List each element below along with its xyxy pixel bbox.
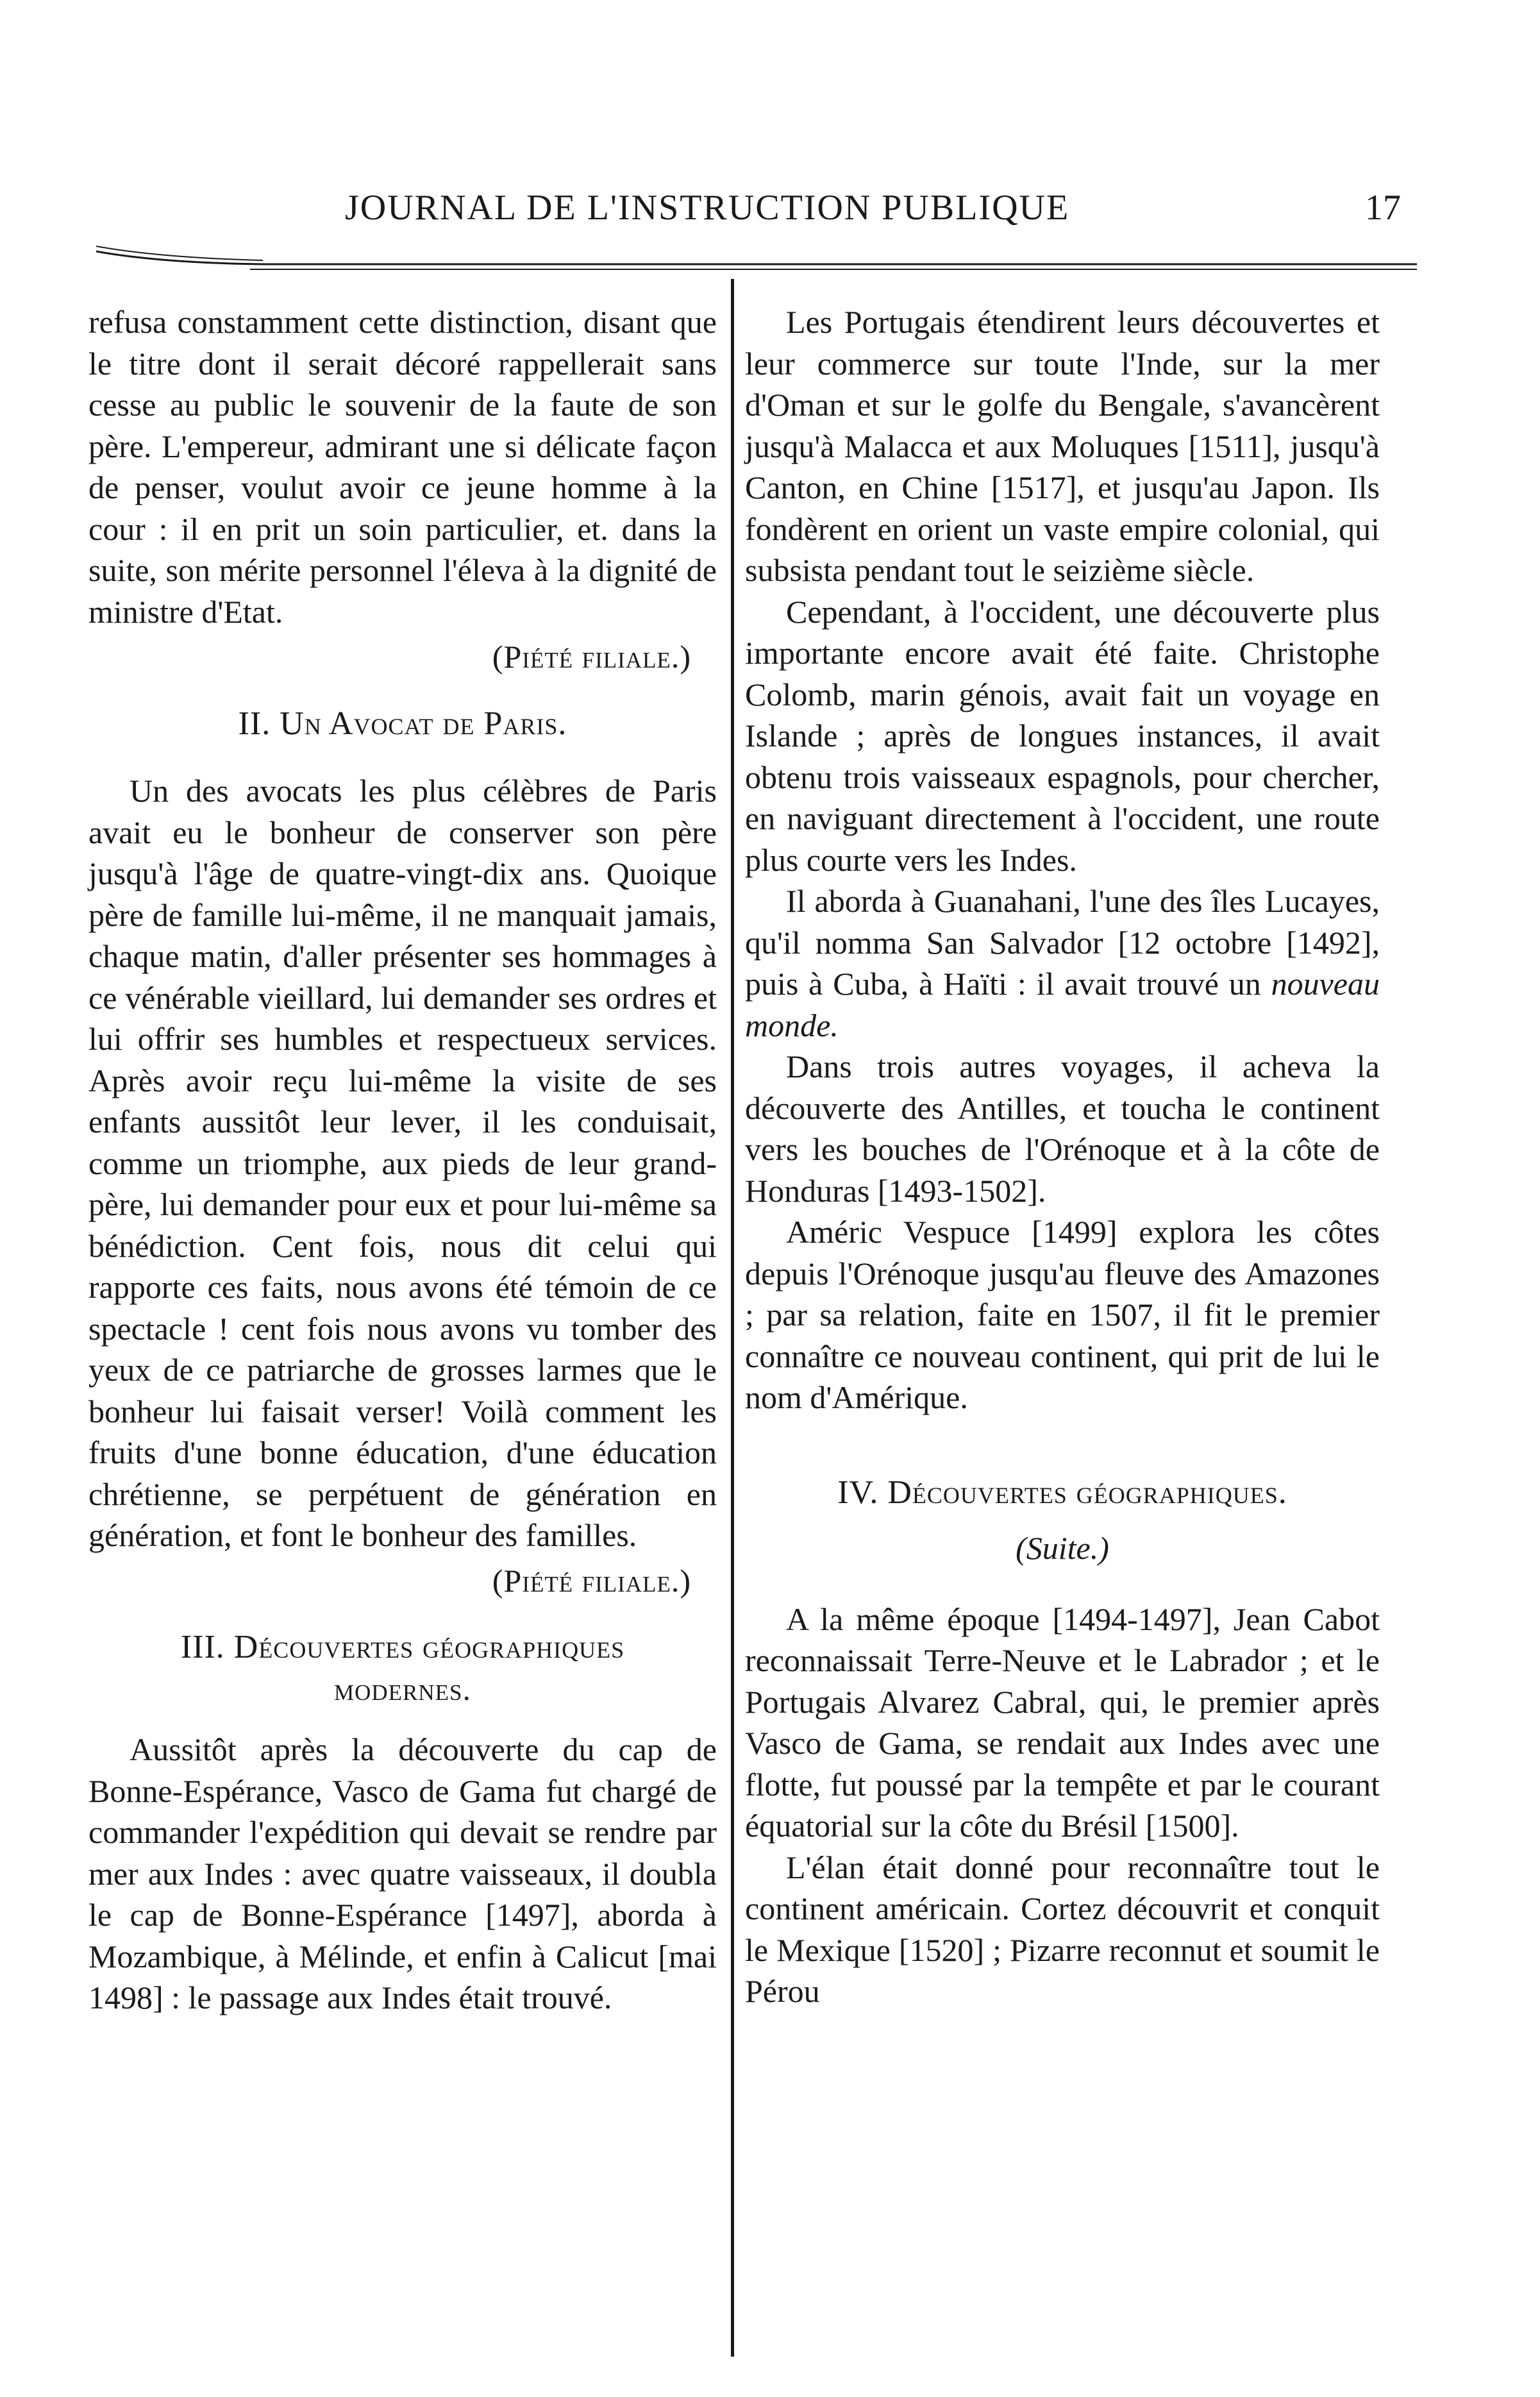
page-header — [96, 187, 1401, 239]
right-column — [745, 301, 1380, 2012]
journal-title: JOURNAL DE L'INSTRUCTION PUBLIQUE — [345, 188, 1070, 228]
header-rule-ornament — [96, 237, 1417, 276]
source-citation: (Piété filiale.) — [492, 1562, 691, 1599]
section-heading-iv: IV. Découvertes géographiques. — [837, 1474, 1287, 1511]
source-citation: (Piété filiale.) — [492, 639, 691, 675]
nouveau-monde-italic: nouveau monde. — [745, 966, 1380, 1043]
suite-label: (Suite.) — [1016, 1530, 1109, 1566]
paragraph-colomb: Cependant, à l'occident, une découverte plus importante encore avait été faite. Christophe Colomb, marin génois, avait fait un voyage en Islande ; après de longues instances, il avait obtenu trois vaisseaux espagnols, pour chercher, en naviguant directement à l'occident, une route plus courte vers les Indes. — [745, 593, 1380, 878]
paragraph-vasco: Aussitôt après la découverte du cap de Bonne-Espérance, Vasco de Gama fut chargé de commander l'expédition qui devait se rendre par mer aux Indes : avec quatre vaisseaux, il doubla le cap de Bonne-Espérance [1497], aborda à Mozambique, à Mélinde, et enfin à Calicut [mai 1498] : le passage aux Indes était trouvé. — [88, 1731, 717, 2015]
section-heading-iii-cont: modernes. — [333, 1670, 472, 1707]
paragraph-portugais: Les Portugais étendirent leurs découvertes et leur commerce sur toute l'Inde, sur la mer d'Oman et sur le golfe du Bengale, s'avancèrent jusqu'à Malacca et aux Moluques [1511], jusqu'à Canton, en Chine [1517], et jusqu'au Japon. Ils fondèrent en orient un vaste empire colonial, qui subsista pendant tout le seizième siècle. — [745, 304, 1380, 588]
section-heading-iii: III. Découvertes géographiques — [180, 1629, 625, 1665]
section-heading-ii: II. Un Avocat de Paris. — [238, 705, 567, 742]
page-number: 17 — [1365, 188, 1401, 228]
paragraph-vespuce: Améric Vespuce [1499] explora les côtes depuis l'Orénoque jusqu'au fleuve des Amazones ; par sa relation, faite en 1507, il fit le premier connaître ce nouveau continent, qui prit de lui le nom d'Amérique. — [745, 1214, 1380, 1415]
paragraph-avocat: Un des avocats les plus célèbres de Paris avait eu le bonheur de conserver son père jusqu'à l'âge de quatre-vingt-dix ans. Quoique père de famille lui-même, il ne manquait jamais, chaque matin, d'aller présenter ses hommages à ce vénérable vieillard, lui demander ses ordres et lui offrir ses humbles et respectueux services. Après avoir reçu lui-même la visite de ses enfants aussitôt leur lever, il les conduisait, comme un triomphe, aux pieds de leur grand-père, lui demander pour eux et pour lui-même sa bénédiction. Cent fois, nous dit celui qui rapporte ces faits, nous avons été témoin de ce spectacle ! cent fois nous avons vu tomber des yeux de ce patriarche de grosses larmes que le bonheur lui faisait verser! Voilà comment les fruits d'une bonne éducation, d'une éducation chrétienne, se perpétuent de génération en génération, et font le bonheur des familles. — [88, 773, 717, 1553]
column-divider — [731, 279, 734, 2357]
paragraph-cabot: A la même époque [1494-1497], Jean Cabot reconnaissait Terre-Neuve et le Labrador ; et le Portugais Alvarez Cabral, qui, le premier après Vasco de Gama, se rendait aux Indes avec une flotte, fut poussé par la tempête et par le courant équatorial sur la côte du Brésil [1500]. — [745, 1601, 1380, 1844]
paragraph-cortez: L'élan était donné pour reconnaître tout le continent américain. Cortez découvrit et conquit le Mexique [1520] ; Pizarre reconnut et soumit le Pérou — [745, 1849, 1380, 2009]
paragraph-antilles: Dans trois autres voyages, il acheva la découverte des Antilles, et toucha le continent vers les bouches de l'Orénoque et à la côte de Honduras [1493-1502]. — [745, 1048, 1380, 1209]
paragraph-guanahani — [745, 880, 1380, 1046]
paragraph-refusa: refusa constamment cette distinction, disant que le titre dont il serait décoré rappellerait sans cesse au public le souvenir de la faute de son père. L'empereur, admirant une si délicate façon de penser, voulut avoir ce jeune homme à la cour : il en prit un soin particulier, et. dans la suite, son mérite personnel l'éleva à la dignité de ministre d'Etat. — [88, 304, 717, 630]
spacer — [745, 1418, 1380, 1447]
left-column — [88, 301, 717, 2019]
paragraph-guanahani-text: Il aborda à Guanahani, l'une des îles Lucayes, qu'il nomma San Salvador [12 octobre [1492], puis à Cuba, à Haïti : il avait trouvé un — [745, 883, 1380, 1002]
